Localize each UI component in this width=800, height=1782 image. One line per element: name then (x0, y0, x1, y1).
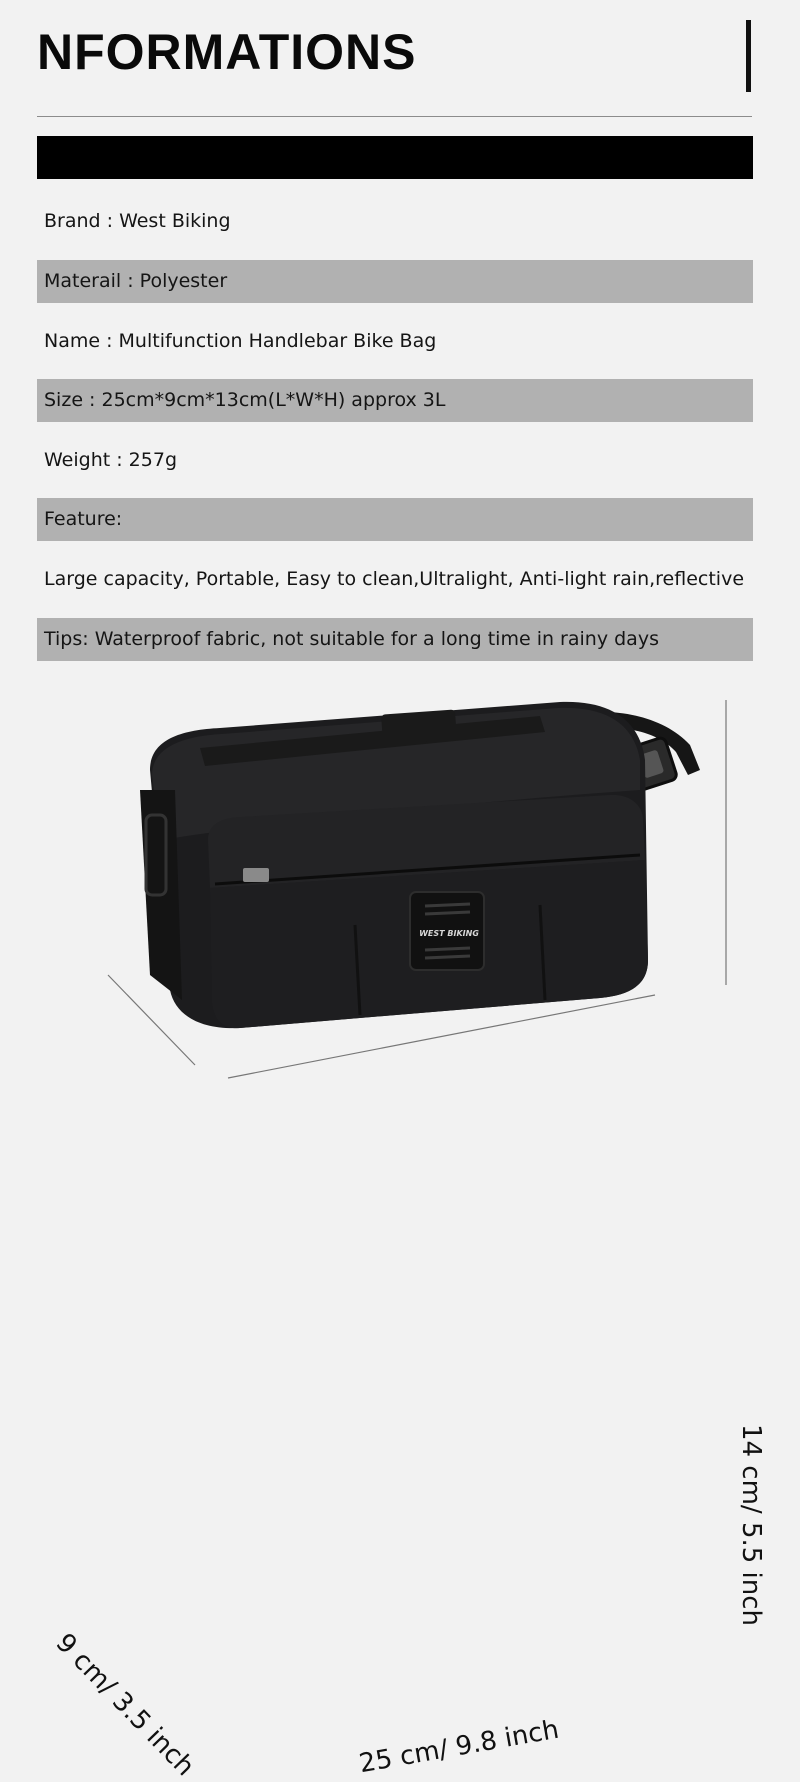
height-dimension-label: 14 cm/ 5.5 inch (736, 1423, 767, 1627)
length-dimension-label: 25 cm/ 9.8 inch (356, 1714, 562, 1780)
title-accent-bar (746, 20, 751, 92)
brand-logo: WEST BIKING (419, 929, 479, 938)
spec-row: Feature: (37, 498, 753, 541)
spec-row: Large capacity, Portable, Easy to clean,Ultralight, Anti-light rain,reflective (44, 568, 745, 590)
spec-row: Name : Multifunction Handlebar Bike Bag (44, 330, 437, 352)
divider (37, 116, 752, 117)
spec-row: Brand : West Biking (44, 210, 231, 232)
spec-row: Weight : 257g (44, 449, 177, 471)
product-illustration (0, 680, 800, 1782)
spec-row: Size : 25cm*9cm*13cm(L*W*H) approx 3L (37, 379, 753, 422)
spec-row: Tips: Waterproof fabric, not suitable for a long time in rainy days (37, 618, 753, 661)
page-title: NFORMATIONS (37, 24, 417, 80)
width-dimension-label: 9 cm/ 3.5 inch (49, 1627, 201, 1782)
black-banner (37, 136, 753, 179)
spec-row: Materail : Polyester (37, 260, 753, 303)
bag-image (0, 680, 800, 1128)
